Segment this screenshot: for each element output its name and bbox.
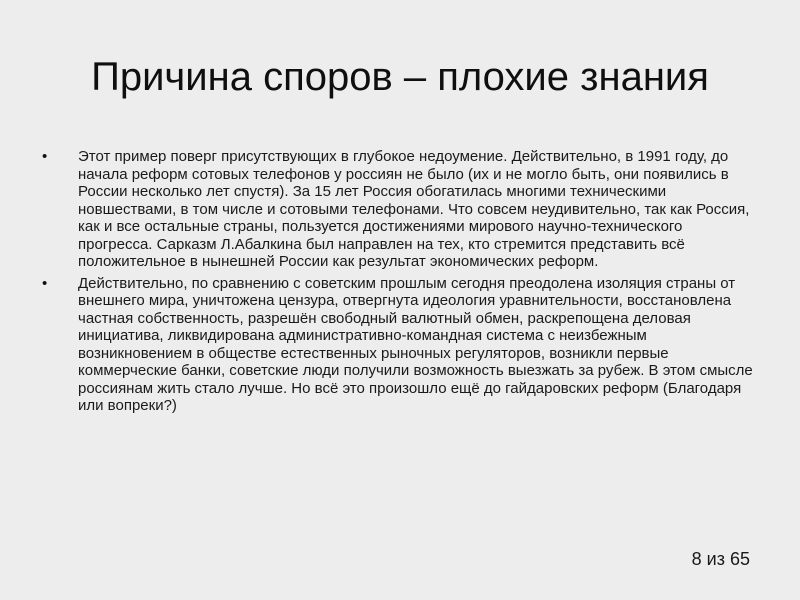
bullet-list bbox=[42, 148, 758, 419]
bullet-text: Действительно, по сравнению с советским прошлым сегодня преодолена изоляция страны от внешнего мира, уничтожена цензура, отвергнута идеология уравнительности, восстановлена частная собственность, разрешён свободный валютный обмен, раскрепощена деловая инициатива, ликвидирована административно-командная система с неизбежным возникновением в обществе естественных рыночных регуляторов, возникли первые коммерческие банки, советские люди получили возможность выезжать за рубеж. В этом смысле россиянам жить стало лучше. Но всё это произошло ещё до гайдаровских реформ (Благодаря или вопреки?) bbox=[78, 274, 753, 414]
bullet-marker: • bbox=[42, 274, 48, 292]
bullet-item bbox=[42, 148, 758, 271]
page-indicator: 8 из 65 bbox=[691, 549, 750, 569]
bullet-marker: • bbox=[42, 148, 48, 165]
slide-title: Причина споров – плохие знания bbox=[91, 55, 709, 99]
bullet-text: Этот пример поверг присутствующих в глубокое недоумение. Действительно, в 1991 году, до начала реформ сотовых телефонов у россиян не было (их и не могло быть, они появились в России несколько лет спустя). За 15 лет Россия обогатилась многими техническими новшествами, в том числе и сотовыми телефонами. Что совсем неудивительно, так как Россия, как и все остальные страны, пользуется достижениями мирового научно-технического прогресса. Сарказм Л.Абалкина был направлен на тех, кто стремится представить всё положительное в нынешней России как результат экономических реформ. bbox=[78, 148, 750, 270]
bullet-item bbox=[42, 275, 758, 415]
